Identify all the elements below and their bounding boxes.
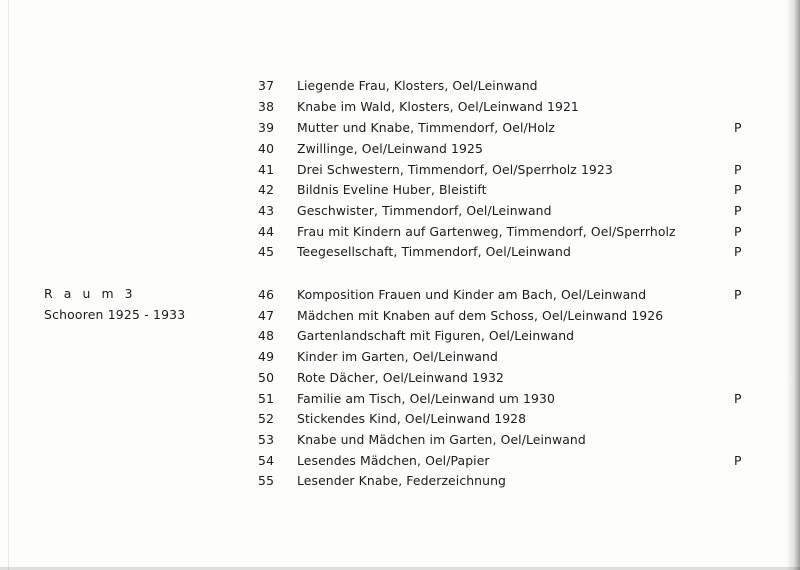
entry-title: Stickendes Kind, Oel/Leinwand 1928 [297, 411, 527, 426]
entry-number: 53 [258, 432, 275, 447]
entry-mark: P [734, 203, 742, 218]
entry-number: 39 [258, 120, 275, 135]
entry-number: 47 [258, 308, 275, 323]
catalogue-entry [0, 222, 800, 242]
entry-number: 48 [258, 328, 275, 343]
entry-number: 46 [258, 287, 275, 302]
entry-title: Liegende Frau, Klosters, Oel/Leinwand [297, 78, 538, 93]
catalogue-entry [0, 409, 800, 429]
entry-number: 54 [258, 453, 275, 468]
entry-title: Mädchen mit Knaben auf dem Schoss, Oel/Leinwand 1926 [297, 308, 664, 323]
entry-number: 45 [258, 244, 275, 259]
entry-title: Komposition Frauen und Kinder am Bach, Oel/Leinwand [297, 287, 647, 302]
entry-number: 44 [258, 224, 275, 239]
entry-mark: P [734, 244, 742, 259]
entry-title: Knabe und Mädchen im Garten, Oel/Leinwand [297, 432, 586, 447]
entry-title: Geschwister, Timmendorf, Oel/Leinwand [297, 203, 552, 218]
entry-mark: P [734, 120, 742, 135]
entry-title: Drei Schwestern, Timmendorf, Oel/Sperrholz 1923 [297, 162, 613, 177]
entry-number: 41 [258, 162, 275, 177]
entry-number: 42 [258, 182, 275, 197]
entry-title: Bildnis Eveline Huber, Bleistift [297, 182, 487, 197]
catalogue-entry [0, 430, 800, 450]
catalogue-entry [0, 97, 800, 117]
catalogue-entry [0, 306, 800, 326]
entry-mark: P [734, 162, 742, 177]
catalogue-entry [0, 285, 800, 305]
catalogue-entry [0, 180, 800, 200]
entry-title: Mutter und Knabe, Timmendorf, Oel/Holz [297, 120, 556, 135]
entry-title: Frau mit Kindern auf Gartenweg, Timmendorf, Oel/Sperrholz [297, 224, 676, 239]
catalogue-entry [0, 389, 800, 409]
entry-title: Rote Dächer, Oel/Leinwand 1932 [297, 370, 504, 385]
entry-title: Familie am Tisch, Oel/Leinwand um 1930 [297, 391, 555, 406]
entry-title: Knabe im Wald, Klosters, Oel/Leinwand 1921 [297, 99, 579, 114]
entry-mark: P [734, 453, 742, 468]
entry-mark: P [734, 287, 742, 302]
entry-mark: P [734, 182, 742, 197]
catalogue-entry [0, 118, 800, 138]
catalogue-entry [0, 76, 800, 96]
catalogue-entry [0, 139, 800, 159]
catalogue-entry [0, 368, 800, 388]
catalogue-entry [0, 160, 800, 180]
entry-mark: P [734, 391, 742, 406]
catalogue-entry [0, 326, 800, 346]
entry-number: 43 [258, 203, 275, 218]
entry-title: Gartenlandschaft mit Figuren, Oel/Leinwand [297, 328, 575, 343]
entry-title: Kinder im Garten, Oel/Leinwand [297, 349, 498, 364]
catalogue-entry [0, 471, 800, 491]
entry-number: 38 [258, 99, 275, 114]
room-heading: R a u m 3 [44, 286, 137, 301]
catalogue-entry [0, 242, 800, 262]
catalogue-entry [0, 347, 800, 367]
entry-number: 49 [258, 349, 275, 364]
entry-number: 51 [258, 391, 275, 406]
entry-number: 50 [258, 370, 275, 385]
entry-title: Teegesellschaft, Timmendorf, Oel/Leinwand [297, 244, 571, 259]
entry-number: 55 [258, 473, 275, 488]
entry-number: 37 [258, 78, 275, 93]
entry-title: Zwillinge, Oel/Leinwand 1925 [297, 141, 483, 156]
entry-number: 52 [258, 411, 275, 426]
catalogue-entry [0, 201, 800, 221]
room-period: Schooren 1925 - 1933 [44, 307, 186, 322]
entry-mark: P [734, 224, 742, 239]
entry-title: Lesendes Mädchen, Oel/Papier [297, 453, 490, 468]
catalogue-entry [0, 451, 800, 471]
entry-number: 40 [258, 141, 275, 156]
entry-title: Lesender Knabe, Federzeichnung [297, 473, 507, 488]
